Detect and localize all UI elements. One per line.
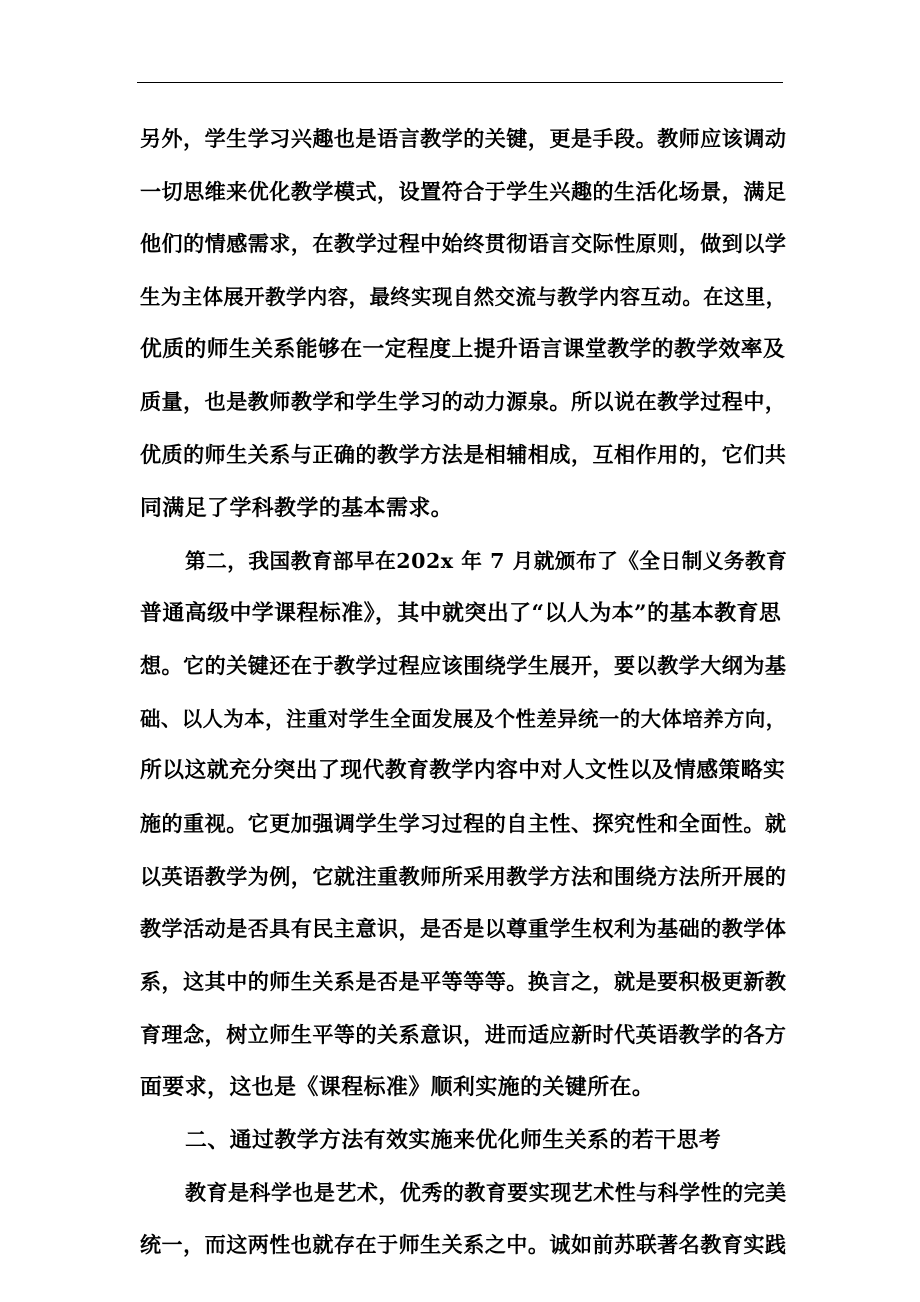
body-text	[140, 113, 790, 1272]
text-line: 质量，也是教师教学和学生学习的动力源泉。所以说在教学过程中，	[140, 389, 787, 415]
text-line: 系，这其中的师生关系是否是平等等等。换言之，就是要积极更新教	[140, 969, 787, 994]
text-line: 以英语教学为例，它就注重教师所采用教学方法和围绕方法所开展的	[140, 863, 787, 889]
text-line: 统一，而这两性也就存在于师生关系之中。诚如前苏联著名教育实践	[140, 1232, 787, 1258]
text-line: 另外，学生学习兴趣也是语言教学的关键，更是手段。教师应该调动	[140, 126, 787, 151]
text-line: 生为主体展开教学内容，最终实现自然交流与教学内容互动。在这里，	[140, 285, 787, 310]
text-line: 第二，我国教育部早在202x 年 7 月就颁布了《全日制义务教育	[185, 548, 788, 573]
text-line: 育理念，树立师生平等的关系意识，进而适应新时代英语教学的各方	[140, 1021, 787, 1047]
text-line: 普通高级中学课程标准》，其中就突出了“以人为本”的基本教育思	[140, 600, 782, 627]
text-line: 一切思维来优化教学模式，设置符合于学生兴趣的生活化场景，满足	[140, 178, 787, 204]
text-line: 他们的情感需求，在教学过程中始终贯彻语言交际性原则，做到以学	[140, 231, 787, 257]
text-line: 施的重视。它更加强调学生学习过程的自主性、探究性和全面性。就	[140, 810, 787, 836]
text-line: 教学活动是否具有民主意识，是否是以尊重学生权利为基础的教学体	[140, 916, 787, 942]
text-line: 所以这就充分突出了现代教育教学内容中对人文性以及情感策略实	[140, 758, 786, 784]
text-line: 想。它的关键还在于教学过程应该围绕学生展开，要以教学大纲为基	[140, 652, 787, 678]
text-line: 优质的师生关系与正确的教学方法是相辅相成，互相作用的，它们共	[140, 442, 787, 468]
text-line: 优质的师生关系能够在一定程度上提升语言课堂教学的教学效率及	[140, 336, 786, 362]
text-line: 教育是科学也是艺术，优秀的教育要实现艺术性与科学性的完美	[185, 1179, 787, 1205]
text-line: 础、以人为本，注重对学生全面发展及个性差异统一的大体培养方向，	[140, 706, 787, 731]
text-line: 二、通过教学方法有效实施来优化师生关系的若干思考	[185, 1127, 722, 1154]
text-line: 面要求，这也是《课程标准》顺利实施的关键所在。	[140, 1074, 655, 1101]
text-line: 同满足了学科教学的基本需求。	[140, 494, 454, 521]
header-rule	[137, 82, 783, 83]
